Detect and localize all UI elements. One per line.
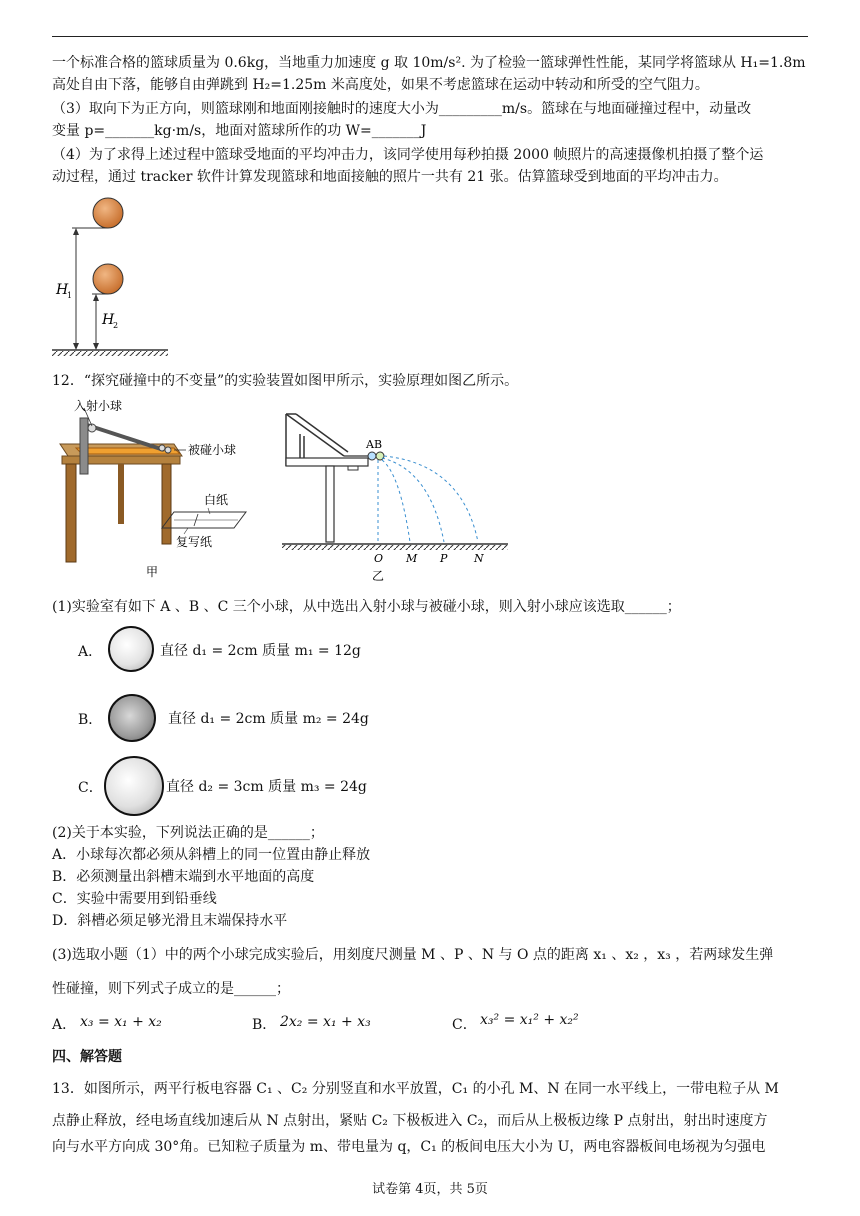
- q12-sub2: (2)关于本实验，下列说法正确的是______；: [52, 825, 324, 841]
- basketball-top: [93, 198, 123, 228]
- q13-line3: 向与水平方向成 30°角。已知粒子质量为 m、带电量为 q，C₁ 的板间电压大小为 U，两电容器板间电场视为匀强电: [52, 1139, 766, 1155]
- q12-sub3-option-a-letter: A．: [52, 1017, 77, 1033]
- ball-b-icon: [108, 694, 156, 742]
- ball-c-icon: [104, 756, 164, 816]
- point-n: N: [474, 552, 484, 565]
- ball-option-a-text: 直径 d₁ = 2cm 质量 m₁ = 12g: [160, 643, 361, 659]
- q11-intro-line2: 高处自由下落，能够自由弹跳到 H₂=1.25m 米高度处，如果不考虑篮球在运动中转动和所受的空气阻力。: [52, 77, 709, 93]
- q12-sub2-option-d: D．斜槽必须足够光滑且末端保持水平: [52, 913, 288, 929]
- q11-part4-line1: （4）为了求得上述过程中篮球受地面的平均冲击力，该同学使用每秒拍摄 2000 帧照片的高速摄像机拍摄了整个运: [52, 147, 764, 163]
- h1-label: H: [56, 282, 69, 298]
- q12-sub3-line2: 性碰撞，则下列式子成立的是______；: [52, 981, 290, 997]
- label-ab: AB: [366, 438, 383, 451]
- section-heading: 四、解答题: [52, 1049, 122, 1065]
- figure-jia-caption: 甲: [146, 565, 159, 579]
- q12-stem: 12．“探究碰撞中的不变量”的实验装置如图甲所示，实验原理如图乙所示。: [52, 373, 519, 389]
- figure-yi-caption: 乙: [372, 569, 385, 583]
- label-carbon-paper: 复写纸: [176, 535, 213, 549]
- q12-sub3-option-b-expr: 2x₂ = x₁ + x₃: [280, 1014, 371, 1030]
- ball-option-b-letter: B．: [78, 712, 103, 728]
- label-white-paper: 白纸: [204, 493, 229, 507]
- label-target-ball: 被碰小球: [188, 443, 237, 457]
- q12-sub2-option-b: B．必须测量出斜槽末端到水平地面的高度: [52, 869, 315, 885]
- q12-sub2-option-c: C．实验中需要用到铅垂线: [52, 891, 217, 907]
- point-o: O: [374, 552, 384, 565]
- top-rule: [52, 36, 808, 37]
- svg-text:1: 1: [67, 291, 73, 300]
- q11-part3-line2: 变量 p=_______kg·m/s，地面对篮球所作的功 W=_______J: [52, 123, 427, 139]
- q11-part4-line2: 动过程，通过 tracker 软件计算发现篮球和地面接触的照片一共有 21 张。估算篮球受到地面的平均冲击力。: [52, 169, 728, 185]
- ball-option-c-letter: C．: [78, 780, 103, 796]
- q11-intro-line1: 一个标准合格的篮球质量为 0.6kg，当地重力加速度 g 取 10m/s². 为了检验一篮球弹性性能，某同学将篮球从 H₁=1.8m: [52, 55, 806, 71]
- point-p: P: [440, 552, 448, 565]
- q13-line2: 点静止释放，经电场直线加速后从 N 点射出，紧贴 C₂ 下极板进入 C₂，而后从上极板边缘 P 点射出，射出时速度方: [52, 1113, 768, 1129]
- ball-option-b-text: 直径 d₁ = 2cm 质量 m₂ = 24g: [168, 711, 369, 727]
- label-incident-ball: 入射小球: [74, 399, 123, 413]
- q12-sub3-option-c-letter: C．: [452, 1017, 477, 1033]
- figure-yi-principle: [282, 404, 512, 584]
- figure-jia-apparatus: [54, 396, 268, 582]
- ball-a-icon: [108, 626, 154, 672]
- h2-label: H: [102, 312, 115, 328]
- q11-part3-line1: （3）取向下为正方向，则篮球刚和地面刚接触时的速度大小为_________m/s。篮球在与地面碰撞过程中，动量改: [52, 101, 752, 117]
- ball-option-a-letter: A．: [78, 644, 103, 660]
- point-m: M: [406, 552, 418, 565]
- q12-sub3-line1: (3)选取小题（1）中的两个小球完成实验后，用刻度尺测量 M 、P 、N 与 O 点的距离 x₁ 、x₂ ，x₃ ，若两球发生弹: [52, 947, 774, 963]
- q12-sub3-option-a-expr: x₃ = x₁ + x₂: [80, 1014, 162, 1030]
- page-footer: 试卷第 4页，共 5页: [372, 1182, 488, 1197]
- q12-sub2-option-a: A．小球每次都必须从斜槽上的同一位置由静止释放: [52, 847, 371, 863]
- basketball-drop-figure: [50, 190, 180, 360]
- svg-text:2: 2: [113, 321, 119, 330]
- q13-line1: 13．如图所示，两平行板电容器 C₁ 、C₂ 分别竖直和水平放置，C₁ 的小孔 M、N 在同一水平线上，一带电粒子从 M: [52, 1081, 779, 1097]
- q12-sub3-option-b-letter: B．: [252, 1017, 277, 1033]
- q12-sub1: (1)实验室有如下 A 、B 、C 三个小球，从中选出入射小球与被碰小球，则入射小球应该选取______；: [52, 599, 681, 615]
- q12-sub3-option-c-expr: x₃² = x₁² + x₂²: [480, 1012, 579, 1028]
- basketball-bottom: [93, 264, 123, 294]
- ball-option-c-text: 直径 d₂ = 3cm 质量 m₃ = 24g: [166, 779, 367, 795]
